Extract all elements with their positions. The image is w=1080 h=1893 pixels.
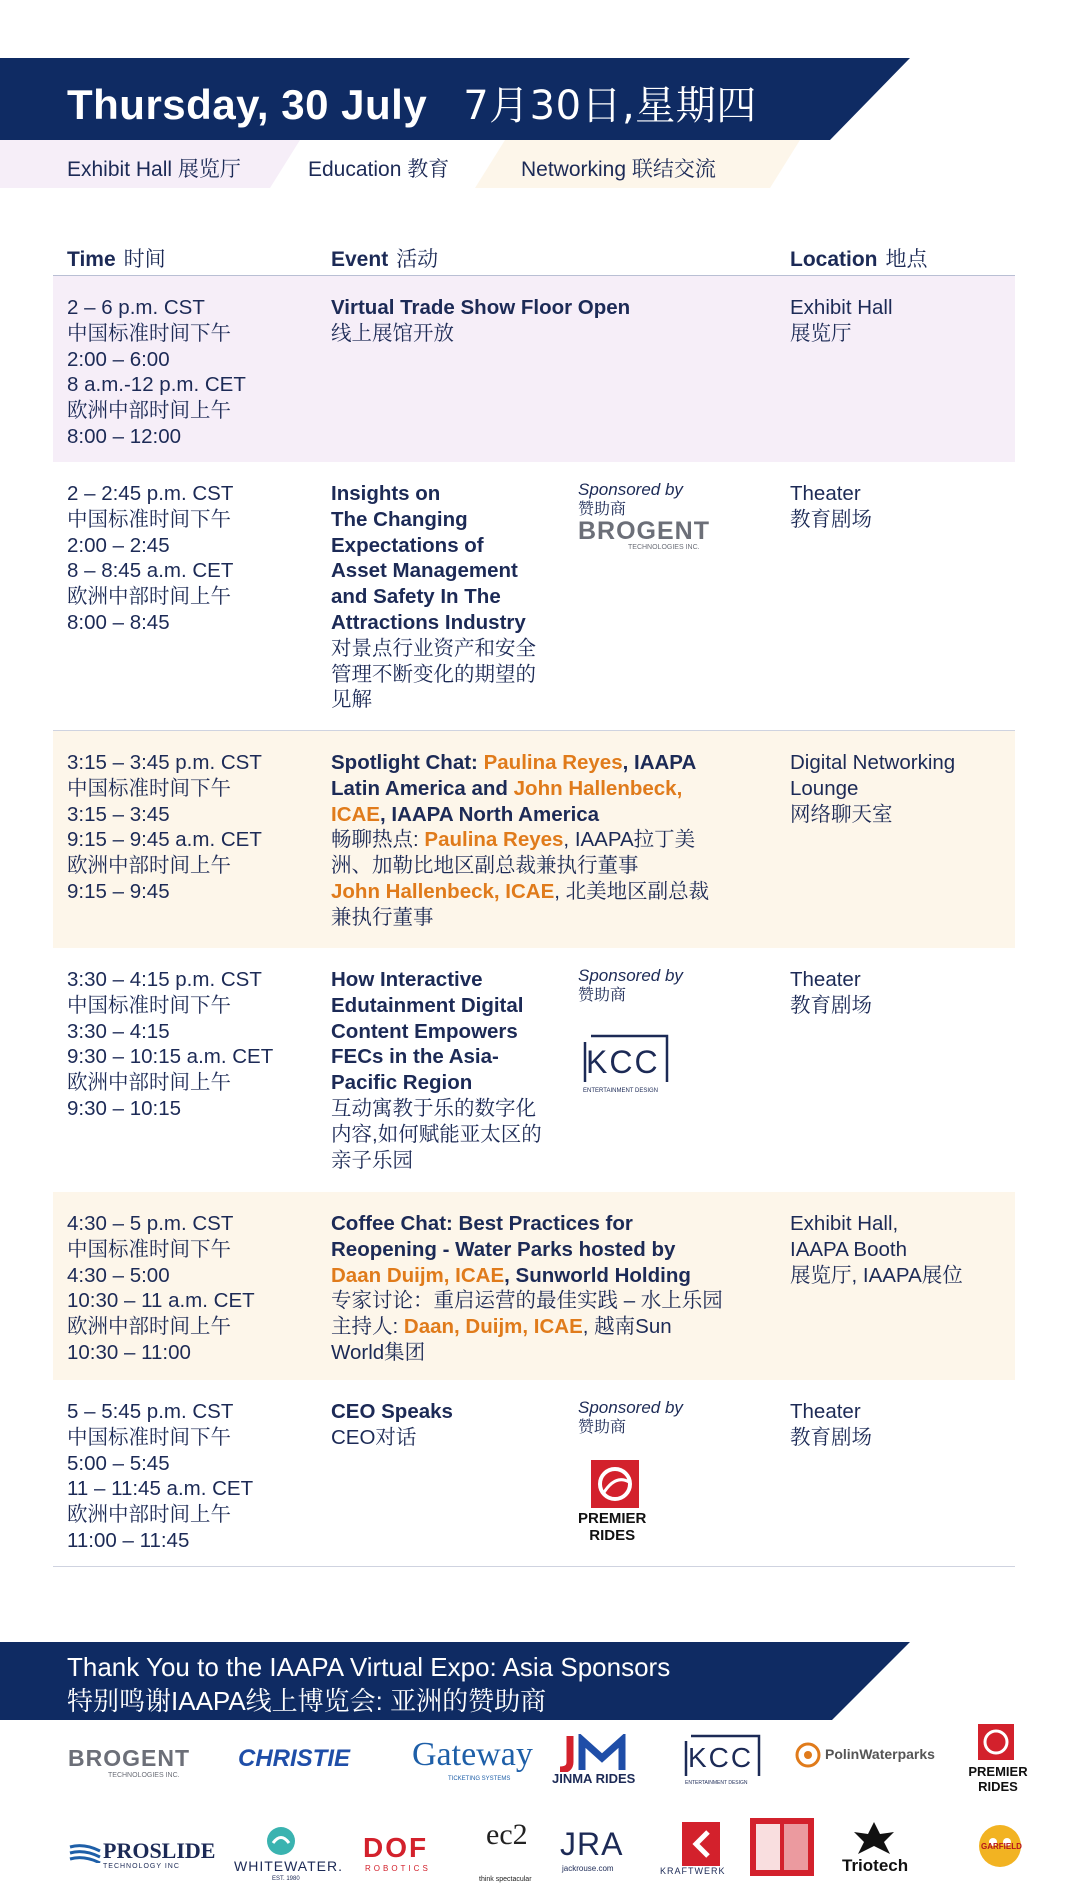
jinma-logo-icon: [556, 1734, 646, 1772]
schedule-row: [53, 1380, 1015, 1566]
sponsor-logo-kcc: KCC: [688, 1742, 754, 1773]
event-line-cn: [331, 879, 771, 905]
event-text: , 北美地区副总裁: [554, 879, 710, 903]
event-line-cn: 专家讨论：重启运营的最佳实践 – 水上乐园: [331, 1289, 723, 1313]
schedule-row: [53, 731, 1015, 948]
event-text: , IAAPA: [622, 751, 697, 774]
legend-education: Education 教育: [308, 158, 450, 181]
event-line-cn: [331, 1314, 781, 1340]
triotech-logo-icon: [854, 1822, 894, 1854]
sponsor-logo-kcc-sub: ENTERTAINMENT DESIGN: [685, 1780, 748, 1786]
sponsored-by-label: Sponsored by: [578, 480, 683, 499]
sponsored-by-label: Sponsored by: [578, 966, 683, 985]
event-title-cn: 线上展馆开放: [331, 321, 454, 345]
speaker-name: Daan, Duijm, ICAE: [403, 1315, 583, 1339]
event-title-line: Edutainment Digital: [331, 993, 524, 1017]
sponsor-logo-dof-sub: ROBOTICS: [365, 1864, 431, 1873]
sponsor-logo-christie: CHRISTIE: [238, 1745, 351, 1772]
sponsor-logo-brogent: BROGENT: [68, 1745, 190, 1771]
event-title-line: Pacific Region: [331, 1071, 473, 1095]
sponsor-logo-garfield: GARFIELD: [981, 1842, 1022, 1851]
sponsor-logo-kraftwerk: KRAFTWERK: [660, 1866, 726, 1876]
row-location: Theater 教育剧场: [790, 968, 872, 1017]
premier-rides-sponsor-icon: [978, 1724, 1014, 1760]
kraftwerk-logo-icon: [682, 1822, 720, 1866]
event-title-cn-line: 管理不断变化的期望的: [331, 662, 536, 686]
event-line-cn: World集团: [331, 1340, 426, 1364]
row-time: 4:30 – 5 p.m. CST 中国标准时间下午 4:30 – 5:00 10:30 – 11 a.m. CET 欧洲中部时间上午 10:30 – 11:00: [67, 1212, 255, 1364]
event-title-line: The Changing: [331, 507, 468, 531]
kcc-logo-sub: ENTERTAINMENT DESIGN: [583, 1088, 659, 1094]
event-title-line: Attractions Industry: [331, 610, 526, 634]
event-text: , 越南Sun: [582, 1315, 672, 1339]
sponsored-by-label: Sponsored by: [578, 1398, 683, 1417]
schedule-row: [53, 1192, 1015, 1380]
event-text: 畅聊热点:: [331, 828, 425, 852]
row-time: 3:15 – 3:45 p.m. CST 中国标准时间下午 3:15 – 3:45 9:15 – 9:45 a.m. CET 欧洲中部时间上午 9:15 – 9:45: [67, 751, 262, 903]
event-line: [331, 750, 771, 776]
row-time: 3:30 – 4:15 p.m. CST 中国标准时间下午 3:30 – 4:15 9:30 – 10:15 a.m. CET 欧洲中部时间上午 9:30 – 10:15: [67, 968, 274, 1120]
sponsor-logo-gateway: Gateway: [412, 1736, 533, 1773]
event-line-cn: 洲、加勒比地区副总裁兼执行董事: [331, 854, 639, 878]
row-time: 2 – 2:45 p.m. CST 中国标准时间下午 2:00 – 2:45 8 – 8:45 a.m. CET 欧洲中部时间上午 8:00 – 8:45: [67, 482, 234, 634]
sponsor-logo-brogent-sub: TECHNOLOGIES INC.: [108, 1772, 180, 1779]
sponsored-by: [578, 966, 683, 1006]
sponsor-logo-premier-rides: PREMIER RIDES: [968, 1764, 1028, 1794]
row-location: Theater 教育剧场: [790, 1400, 872, 1449]
speaker-name: John Hallenbeck,: [513, 776, 683, 800]
kcc-logo: KCC: [586, 1044, 660, 1080]
column-header-time-cn: 时间: [123, 248, 166, 271]
event-title-line: Expectations of: [331, 533, 484, 557]
speaker-name: Paulina Reyes: [424, 828, 564, 852]
row-divider: [53, 1566, 1015, 1567]
event-title-line: and Safety In The: [331, 585, 501, 609]
speaker-name: John Hallenbeck, ICAE: [331, 879, 555, 903]
column-header-location-cn: 地点: [885, 248, 928, 271]
event-title-line: Asset Management: [331, 559, 518, 583]
event-title-cn-line: 内容,如何赋能亚太区的: [331, 1122, 542, 1146]
sponsored-by-label-cn: 赞助商: [578, 1419, 627, 1436]
event-text: Latin America and: [331, 776, 514, 800]
sponsor-logo-jra-sub: jackrouse.com: [562, 1864, 614, 1873]
sponsor-logo-gateway-sub: TICKETING SYSTEMS: [448, 1776, 511, 1782]
row-event: [331, 750, 771, 931]
event-line: [331, 802, 771, 828]
polin-logo-icon: [795, 1742, 821, 1768]
premier-rides-logo-bottom: RIDES: [589, 1527, 636, 1544]
sponsors-title: [67, 1650, 670, 1718]
premier-rides-logo: [578, 1510, 646, 1544]
column-header-location-en: Location: [790, 248, 878, 271]
event-text: , Sunworld Holding: [504, 1263, 691, 1287]
legend-networking: Networking 联结交流: [521, 158, 716, 181]
row-event: [331, 1399, 453, 1451]
sponsor-logo-ec2-sub: think spectacular: [479, 1876, 532, 1883]
event-title-cn: CEO对话: [331, 1425, 417, 1449]
sponsor-logo-whitewater-sub: EST. 1980: [272, 1876, 300, 1882]
event-title-cn-line: 对景点行业资产和安全: [331, 636, 536, 660]
event-text: Spotlight Chat:: [331, 751, 484, 774]
row-event: [331, 481, 561, 713]
sponsor-logo-dof: DOF: [363, 1832, 429, 1863]
sponsored-by-label-cn: 赞助商: [578, 501, 627, 518]
sponsored-by: [578, 1398, 683, 1438]
row-location: Exhibit Hall 展览厅: [790, 296, 893, 345]
sponsored-by-label-cn: 赞助商: [578, 987, 627, 1004]
row-location: Digital Networking Lounge 网络聊天室: [790, 751, 956, 826]
row-time: 2 – 6 p.m. CST 中国标准时间下午 2:00 – 6:00 8 a.m.-12 p.m. CET 欧洲中部时间上午 8:00 – 12:00: [67, 296, 246, 448]
page-title-cn: 7月30日,星期四: [463, 83, 757, 129]
event-title-line: Insights on: [331, 482, 441, 505]
event-title-cn-line: 亲子乐园: [331, 1148, 413, 1172]
sponsor-logo-proslide-sub: TECHNOLOGY INC: [103, 1863, 180, 1870]
schedule-row: [53, 276, 1015, 462]
event-title-line: FECs in the Asia-: [331, 1045, 499, 1069]
event-text: 主持人:: [331, 1315, 404, 1339]
column-header-event: [331, 243, 438, 273]
row-event: [331, 295, 630, 347]
sponsor-logo-ec2: ec2: [486, 1818, 528, 1851]
proslide-logo-icon: [68, 1841, 102, 1863]
event-line: Reopening - Water Parks hosted by: [331, 1237, 676, 1261]
column-header-location: [790, 243, 928, 273]
event-title-line: Content Empowers: [331, 1019, 518, 1043]
event-title: CEO Speaks: [331, 1400, 453, 1423]
sponsored-by: [578, 480, 683, 520]
event-line-cn: 兼执行董事: [331, 905, 434, 929]
whitewater-logo-icon: [266, 1826, 296, 1856]
sponsor-logo-jra: JRA: [560, 1826, 624, 1862]
page-title-en: Thursday, 30 July: [67, 81, 428, 128]
sponsor-logo-triotech: Triotech: [842, 1856, 909, 1875]
column-header-event-en: Event: [331, 248, 389, 271]
row-event: [331, 967, 561, 1173]
legend-exhibit-hall: Exhibit Hall 展览厅: [67, 158, 241, 181]
sponsors-title-cn: 特别鸣谢IAAPA线上博览会: 亚洲的赞助商: [67, 1686, 547, 1716]
event-line: Coffee Chat: Best Practices for: [331, 1212, 633, 1235]
column-header-time-en: Time: [67, 248, 116, 271]
row-time: 5 – 5:45 p.m. CST 中国标准时间下午 5:00 – 5:45 11 – 11:45 a.m. CET 欧洲中部时间上午 11:00 – 11:45: [67, 1400, 254, 1552]
row-event: [331, 1211, 781, 1366]
sponsor-logo-polin: PolinWaterparks: [825, 1746, 935, 1762]
event-text: , IAAPA拉丁美: [563, 828, 696, 852]
speaker-name: ICAE: [331, 802, 380, 826]
event-text: , IAAPA North America: [379, 802, 600, 826]
column-header-event-cn: 活动: [396, 248, 439, 271]
page-title: [67, 74, 757, 131]
sponsor-logo-proslide: PROSLIDE: [103, 1838, 216, 1863]
event-line: [331, 1263, 781, 1289]
premier-rides-logo-top: PREMIER: [578, 1510, 647, 1527]
column-header-time: [67, 243, 166, 273]
premier-rides-icon: [591, 1460, 639, 1508]
event-line-cn: [331, 827, 771, 853]
event-title-cn-line: 互动寓教于乐的数字化: [331, 1096, 536, 1120]
brogent-logo-sub: TECHNOLOGIES INC.: [628, 544, 700, 551]
speaker-name: Daan Duijm, ICAE: [331, 1263, 505, 1287]
event-title: Virtual Trade Show Floor Open: [331, 296, 631, 319]
event-title-line: How Interactive: [331, 968, 483, 991]
row-location: Theater 教育剧场: [790, 482, 872, 531]
brogent-logo: BROGENT: [578, 517, 710, 545]
sponsor-logo-whitewater: WHITEWATER.: [234, 1858, 343, 1874]
sponsor-logo-jinma: JINMA RIDES: [552, 1771, 636, 1786]
sponsors-title-en: Thank You to the IAAPA Virtual Expo: Asia Sponsors: [67, 1652, 671, 1682]
event-title-cn-line: 见解: [331, 688, 372, 712]
schedule-row: [53, 948, 1015, 1192]
event-line: [331, 776, 771, 802]
ticket-sponsor-logo-icon: [750, 1818, 814, 1876]
speaker-name: Paulina Reyes: [483, 751, 623, 774]
row-location: Exhibit Hall, IAAPA Booth 展览厅, IAAPA展位: [790, 1212, 963, 1287]
schedule-row: [53, 462, 1015, 730]
